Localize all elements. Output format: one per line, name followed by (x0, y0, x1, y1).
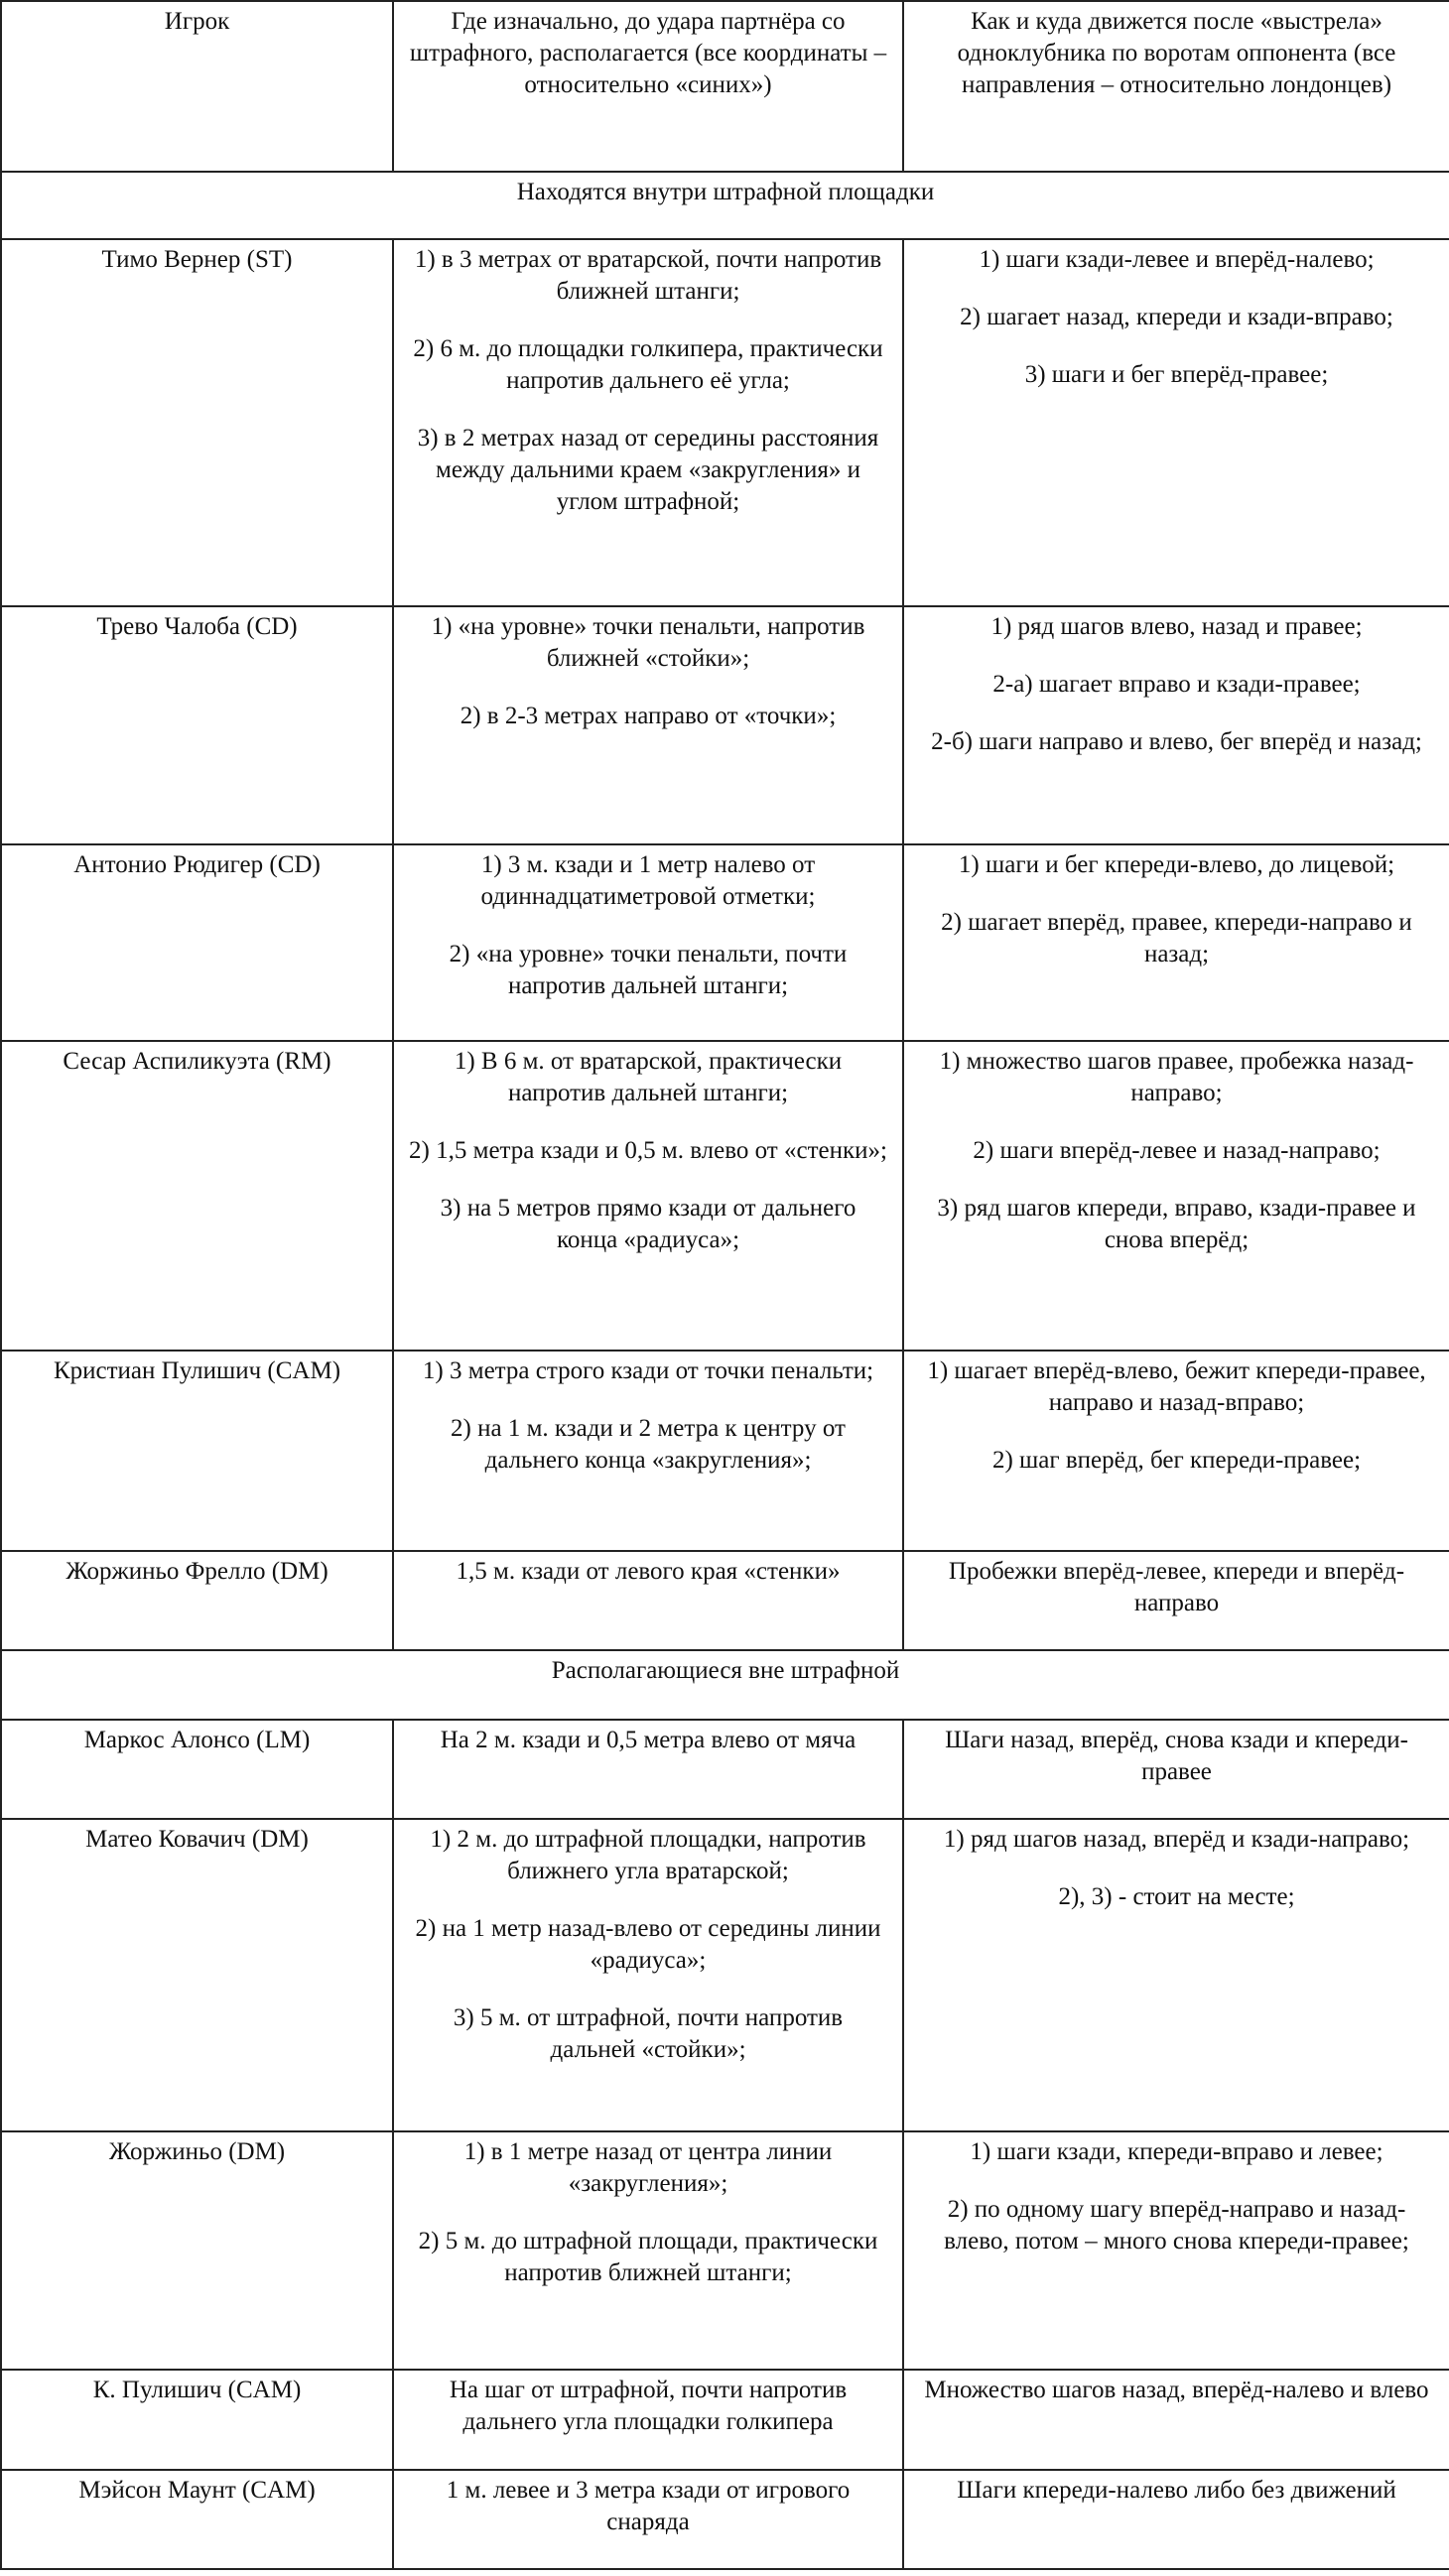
section-row-inside (1, 172, 1449, 239)
position-entry: 3) 5 м. от штрафной, почти напротив дальней «стойки»; (453, 2004, 844, 2063)
position-cell (393, 1351, 903, 1551)
position-entry: 3) в 2 метрах назад от середины расстояния между дальними краем «закругления» и углом штрафной; (417, 425, 879, 515)
movement-entry: 2) по одному шагу вперёд-направо и назад-влево, потом – много снова кпереди-правее; (944, 2196, 1409, 2254)
position-entry: 2) 5 м. до штрафной площади, практически напротив ближней штанги; (418, 2228, 878, 2286)
player-name: Тимо Вернер (ST) (1, 239, 393, 606)
section-row-outside (1, 1650, 1449, 1720)
position-entry: На шаг от штрафной, почти напротив дальнего угла площадки голкипера (449, 2377, 848, 2435)
movement-cell (903, 1041, 1449, 1351)
section-title-inside: Находятся внутри штрафной площадки (1, 172, 1449, 239)
movement-entry: 1) ряд шагов назад, вперёд и кзади-направо; (943, 1826, 1410, 1853)
movement-entry: Множество шагов назад, вперёд-налево и влево (924, 2377, 1429, 2403)
position-cell (393, 1819, 903, 2131)
position-entry: 1,5 м. кзади от левого края «стенки» (456, 1558, 841, 1585)
table-row (1, 1720, 1449, 1819)
movement-cell (903, 1351, 1449, 1551)
movement-entry: 3) шаги и бег вперёд-правее; (1024, 361, 1329, 388)
header-player: Игрок (1, 1, 393, 172)
movement-cell (903, 2131, 1449, 2370)
player-name: Жоржиньо (DM) (1, 2131, 393, 2370)
position-cell (393, 1551, 903, 1650)
movement-cell (903, 1819, 1449, 2131)
player-name: Жоржиньо Фрелло (DM) (1, 1551, 393, 1650)
position-entry: На 2 м. кзади и 0,5 метра влево от мяча (440, 1727, 856, 1753)
position-entry: 2) на 1 м. кзади и 2 метра к центру от дальнего конца «закругления»; (451, 1415, 846, 1474)
movement-entry: Шаги назад, вперёд, снова кзади и кпереди-правее (945, 1727, 1408, 1785)
position-entry: 1) В 6 м. от вратарской, практически напротив дальней штанги; (454, 1048, 843, 1106)
table-row (1, 1351, 1449, 1551)
table-row (1, 1041, 1449, 1351)
position-entry: 1) 3 м. кзади и 1 метр налево от одиннадцатиметровой отметки; (480, 851, 816, 910)
table-row (1, 2131, 1449, 2370)
position-cell (393, 239, 903, 606)
position-entry: 1) «на уровне» точки пенальти, напротив ближней «стойки»; (431, 613, 865, 672)
position-cell (393, 2131, 903, 2370)
table-row (1, 844, 1449, 1041)
movement-cell (903, 606, 1449, 844)
position-entry: 2) «на уровне» точки пенальти, почти напротив дальней штанги; (449, 941, 848, 999)
movement-entry: 2-а) шагает вправо и кзади-правее; (992, 671, 1361, 698)
section-title-outside: Располагающиеся вне штрафной (1, 1650, 1449, 1720)
movement-entry: 1) шаги и бег кпереди-влево, до лицевой; (958, 851, 1395, 878)
header-movement: Как и куда движется после «выстрела» одноклубника по воротам оппонента (все направления – относительно лондонцев) (903, 1, 1449, 172)
movement-cell (903, 2470, 1449, 2569)
movement-entry: 2) шаги вперёд-левее и назад-направо; (973, 1137, 1381, 1164)
table-row (1, 239, 1449, 606)
table-row (1, 2370, 1449, 2470)
movement-entry: 2) шагает назад, кпереди и кзади-вправо; (960, 304, 1393, 330)
movement-entry: 2-б) шаги направо и влево, бег вперёд и назад; (931, 728, 1422, 755)
movement-cell (903, 2370, 1449, 2470)
position-entry: 1) в 1 метре назад от центра линии «закругления»; (463, 2138, 833, 2197)
player-name: Мэйсон Маунт (CAM) (1, 2470, 393, 2569)
player-name: Антонио Рюдигер (CD) (1, 844, 393, 1041)
movement-entry: 1) шаги кзади, кпереди-вправо и левее; (970, 2138, 1383, 2165)
header-row (1, 1, 1449, 172)
position-entry: 1) 2 м. до штрафной площадки, напротив ближнего угла вратарской; (430, 1826, 866, 1884)
position-cell (393, 2470, 903, 2569)
movement-cell (903, 1720, 1449, 1819)
movement-entry: 1) множество шагов правее, пробежка назад-направо; (939, 1048, 1414, 1106)
player-name: Сесар Аспиликуэта (RM) (1, 1041, 393, 1351)
header-position: Где изначально, до удара партнёра со штрафного, располагается (все координаты – относительно «синих») (393, 1, 903, 172)
movement-entry: 1) шагает вперёд-влево, бежит кпереди-правее, направо и назад-вправо; (927, 1357, 1426, 1416)
table-row (1, 1819, 1449, 2131)
position-entry: 2) в 2-3 метрах направо от «точки»; (460, 703, 837, 729)
movement-entry: 2) шаг вперёд, бег кпереди-правее; (991, 1447, 1362, 1474)
player-name: Матео Ковачич (DM) (1, 1819, 393, 2131)
position-cell (393, 844, 903, 1041)
movement-cell (903, 844, 1449, 1041)
movement-entry: 1) шаги кзади-левее и вперёд-налево; (979, 246, 1375, 273)
movement-cell (903, 239, 1449, 606)
position-entry: 1 м. левее и 3 метра кзади от игрового снаряда (446, 2477, 851, 2535)
movement-entry: 2) шагает вперёд, правее, кпереди-направо и назад; (941, 909, 1412, 967)
movement-entry: Пробежки вперёд-левее, кпереди и вперёд-направо (948, 1558, 1405, 1616)
player-name: Кристиан Пулишич (CAM) (1, 1351, 393, 1551)
player-name: Маркос Алонсо (LM) (1, 1720, 393, 1819)
player-name: К. Пулишич (CAM) (1, 2370, 393, 2470)
position-entry: 2) 6 м. до площадки голкипера, практически напротив дальнего её угла; (413, 335, 883, 394)
position-entry: 2) 1,5 метра кзади и 0,5 м. влево от «стенки»; (409, 1137, 887, 1164)
table-row (1, 606, 1449, 844)
position-cell (393, 1720, 903, 1819)
position-entry: 1) в 3 метрах от вратарской, почти напротив ближней штанги; (414, 246, 882, 305)
movement-entry: 1) ряд шагов влево, назад и правее; (990, 613, 1363, 640)
position-entry: 3) на 5 метров прямо кзади от дальнего конца «радиуса»; (440, 1195, 856, 1253)
table-row (1, 2470, 1449, 2569)
position-entry: 2) на 1 метр назад-влево от середины линии «радиуса»; (415, 1915, 881, 1974)
player-name: Трево Чалоба (CD) (1, 606, 393, 844)
movement-cell (903, 1551, 1449, 1650)
movement-entry: 2), 3) - стоит на месте; (1058, 1883, 1295, 1910)
position-cell (393, 2370, 903, 2470)
position-cell (393, 1041, 903, 1351)
movement-entry: Шаги кпереди-налево либо без движений (957, 2477, 1396, 2504)
position-entry: 1) 3 метра строго кзади от точки пенальти; (422, 1357, 874, 1384)
movement-entry: 3) ряд шагов кпереди, вправо, кзади-правее и снова вперёд; (937, 1195, 1416, 1253)
table-row (1, 1551, 1449, 1650)
position-cell (393, 606, 903, 844)
